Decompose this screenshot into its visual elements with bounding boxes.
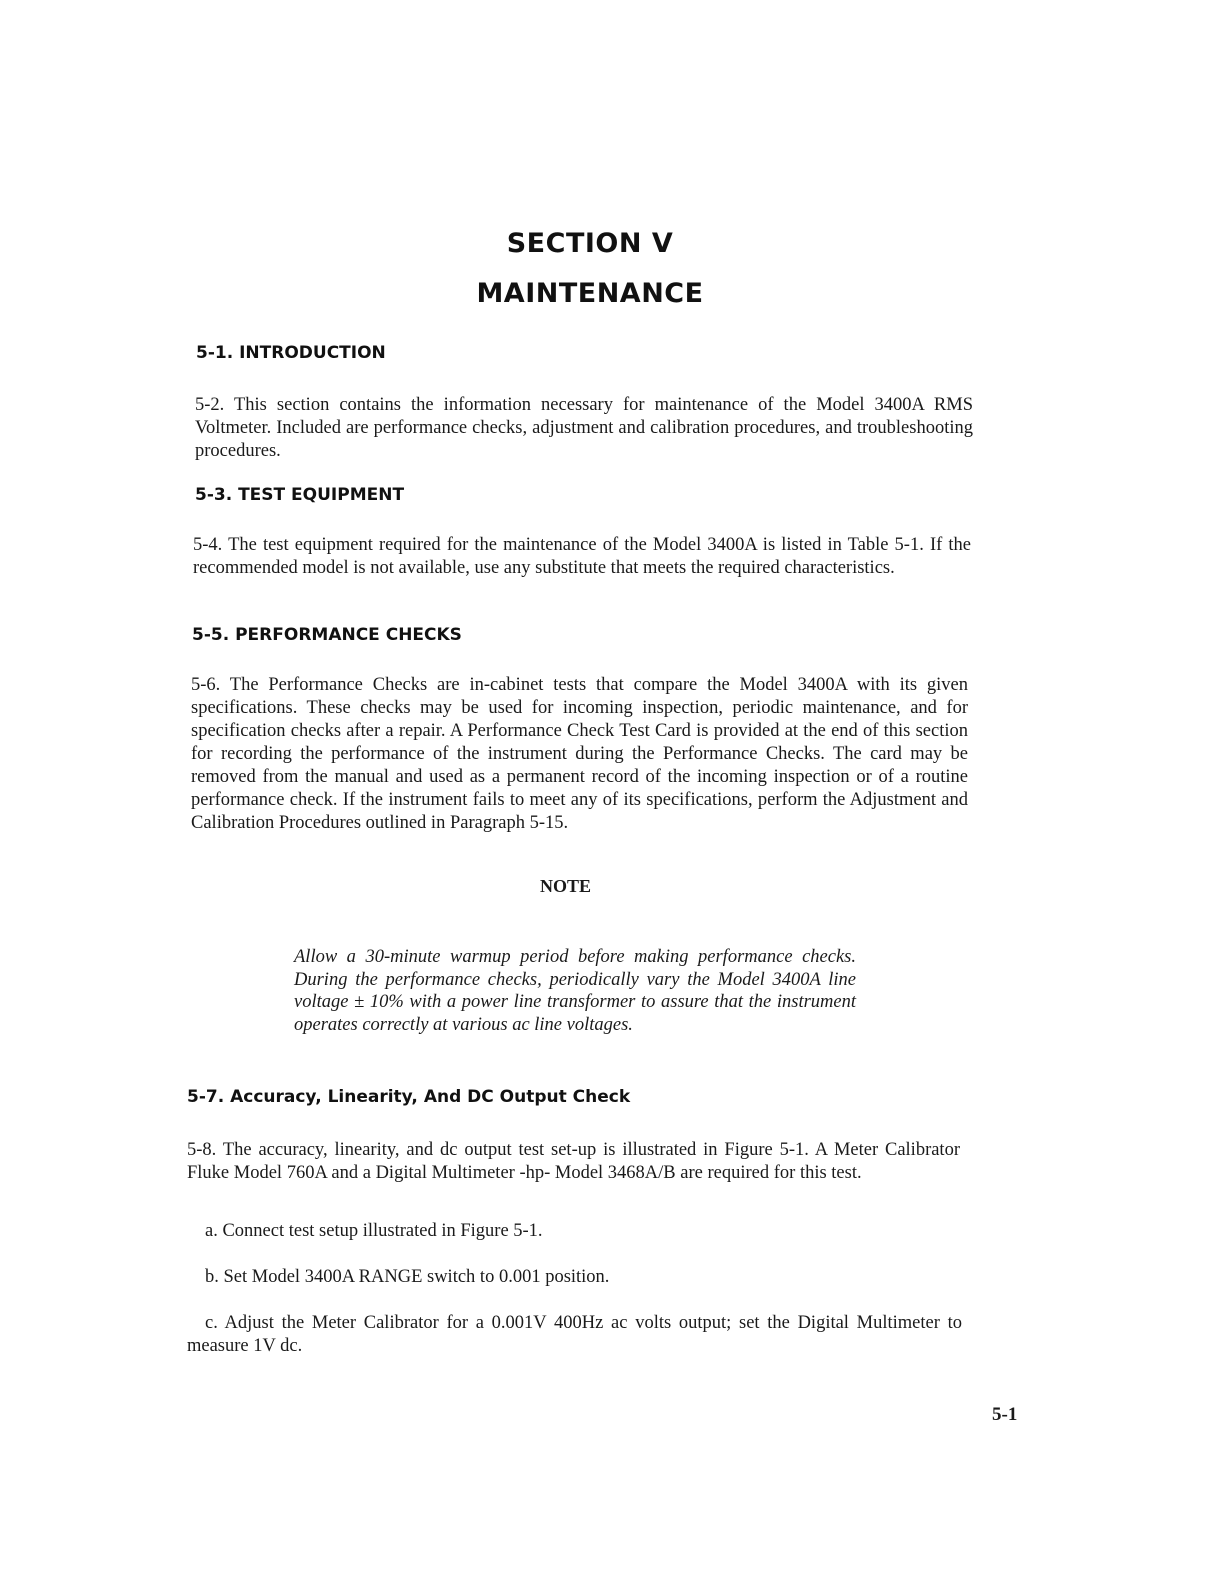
note-label: NOTE [540,876,592,896]
step-b: b. Set Model 3400A RANGE switch to 0.001 position. [205,1267,610,1287]
paragraph-5-8: 5-8. The accuracy, linearity, and dc output test set-up is illustrated in Figure 5-1. A Meter Calibrator Fluke Model 760A and a Digital Multimeter -hp- Model 3468A/B are required for this test. [187,1140,960,1183]
heading-performance-checks: 5-5. PERFORMANCE CHECKS [192,625,462,645]
paragraph-5-2: 5-2. This section contains the information necessary for maintenance of the Model 3400A RMS Voltmeter. Included are performance checks, adjustment and calibration procedures, and troubleshooting procedures. [195,395,973,461]
step-c: c. Adjust the Meter Calibrator for a 0.001V 400Hz ac volts output; set the Digital Multimeter to measure 1V dc. [187,1313,962,1356]
note-text: Allow a 30-minute warmup period before making performance checks. During the performance checks, periodically vary the Model 3400A line voltage ± 10% with a power line transformer to assure that the instrument operates correctly at various ac line voltages. [294,947,856,1035]
paragraph-5-6: 5-6. The Performance Checks are in-cabinet tests that compare the Model 3400A with its given specifications. These checks may be used for incoming inspection, periodic maintenance, and for specification checks after a repair. A Performance Check Test Card is provided at the end of this section for recording the performance of the instrument during the Performance Checks. The card may be removed from the manual and used as a permanent record of the incoming inspection or of a routine performance check. If the instrument fails to meet any of its specifications, perform the Adjustment and Calibration Procedures outlined in Paragraph 5-15. [191,675,968,833]
section-title: MAINTENANCE [476,278,704,309]
heading-introduction: 5-1. INTRODUCTION [196,343,386,363]
step-a: a. Connect test setup illustrated in Figure 5-1. [205,1221,543,1241]
heading-test-equipment: 5-3. TEST EQUIPMENT [195,485,405,505]
heading-accuracy-check: 5-7. Accuracy, Linearity, And DC Output Check [187,1087,631,1107]
section-number: SECTION V [506,228,674,259]
page-number: 5-1 [992,1404,1018,1425]
paragraph-5-4: 5-4. The test equipment required for the maintenance of the Model 3400A is listed in Table 5-1. If the recommended model is not available, use any substitute that meets the required characteristics. [193,535,971,578]
